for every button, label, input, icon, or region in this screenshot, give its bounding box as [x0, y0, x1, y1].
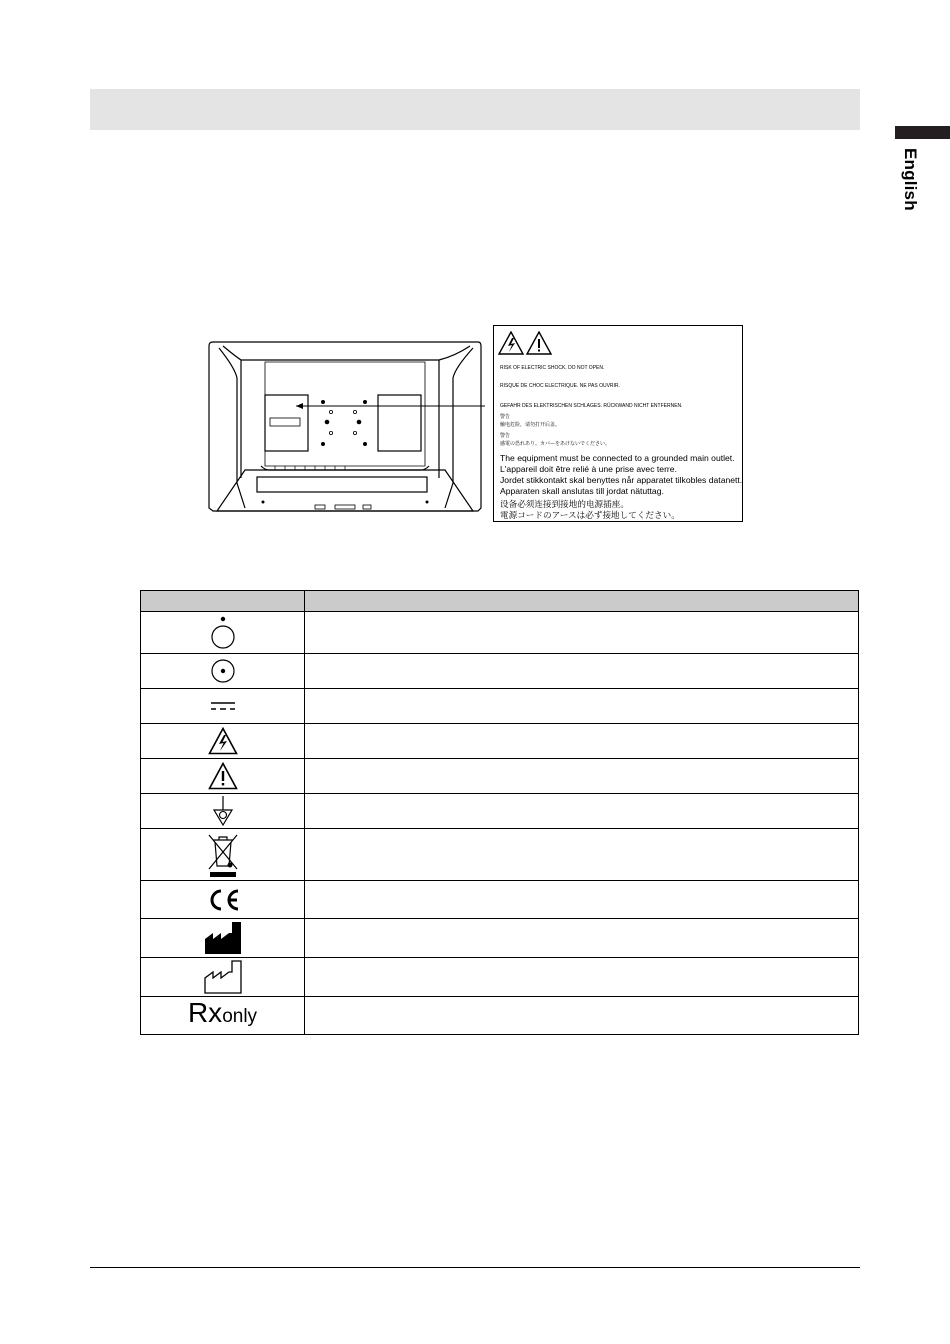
table-row: [141, 958, 859, 997]
warning-label-box: [493, 325, 743, 522]
date-of-manufacture-icon: [204, 960, 242, 994]
description-cell: [305, 759, 859, 794]
label-line: 警告: [500, 414, 511, 420]
rx-only-icon: [188, 999, 257, 1032]
symbols-table: [140, 590, 859, 1035]
description-cell: [305, 997, 859, 1035]
label-line: The equipment must be connected to a grounded main outlet.: [500, 453, 735, 463]
electric-shock-warning-icon: [498, 331, 524, 355]
power-on-icon: [210, 658, 236, 684]
language-label: English: [901, 148, 920, 211]
label-line: 電源コードのアースは必ず接地してください。: [500, 510, 680, 520]
description-cell: [305, 724, 859, 759]
power-button-icon: [208, 616, 238, 650]
table-row: [141, 829, 859, 881]
table-row: [141, 724, 859, 759]
ce-mark-icon: [206, 888, 240, 912]
caution-icon: [208, 762, 238, 790]
label-line: Jordet stikkontakt skal benyttes når apparatet tilkobles datanett.: [500, 475, 743, 485]
label-line: GEFAHR DES ELEKTRISCHEN SCHLAGES. RÜCKWAND NICHT ENTFERNEN.: [500, 403, 683, 409]
description-cell: [305, 881, 859, 919]
table-row: [141, 881, 859, 919]
table-row: [141, 997, 859, 1035]
label-line: L'appareil doit être relié à une prise avec terre.: [500, 464, 677, 474]
table-row: [141, 919, 859, 958]
caution-icon: [526, 331, 552, 355]
label-line: 感電の恐れあり。カバーをあけないでください。: [500, 441, 611, 447]
electric-shock-warning-icon: [208, 727, 238, 755]
label-line: 警告: [500, 433, 511, 439]
label-line: RISQUE DE CHOC ELECTRIQUE. NE PAS OUVRIR.: [500, 383, 620, 389]
table-header-row: [141, 591, 859, 612]
dc-current-icon: [210, 700, 236, 712]
equipotential-icon: [212, 795, 234, 827]
only-text: only: [222, 1006, 258, 1027]
description-cell: [305, 612, 859, 654]
table-row: [141, 759, 859, 794]
description-cell: [305, 919, 859, 958]
table-row: [141, 689, 859, 724]
label-line: 触电危险，请勿打开后盖。: [500, 422, 561, 428]
description-cell: [305, 689, 859, 724]
label-line: RISK OF ELECTRIC SHOCK. DO NOT OPEN.: [500, 365, 605, 371]
table-row: [141, 794, 859, 829]
description-cell: [305, 958, 859, 997]
label-line: Apparaten skall anslutas till jordat nätuttag.: [500, 486, 664, 496]
language-tab-bar: [895, 126, 950, 139]
language-side-tab: [900, 148, 940, 220]
description-cell: [305, 829, 859, 881]
table-header-cell: [305, 591, 859, 612]
description-cell: [305, 654, 859, 689]
description-cell: [305, 794, 859, 829]
label-line: 设备必须连接到接地的电源插座。: [500, 499, 629, 509]
rx-text: Rx: [187, 997, 223, 1028]
monitor-rear-illustration: [205, 338, 485, 534]
weee-bin-icon: [206, 832, 240, 878]
table-row: [141, 654, 859, 689]
section-header-bar: [90, 89, 860, 130]
table-row: [141, 612, 859, 654]
footer-rule: [90, 1267, 860, 1268]
manufacturer-icon: [204, 921, 242, 955]
table-header-cell: [141, 591, 305, 612]
